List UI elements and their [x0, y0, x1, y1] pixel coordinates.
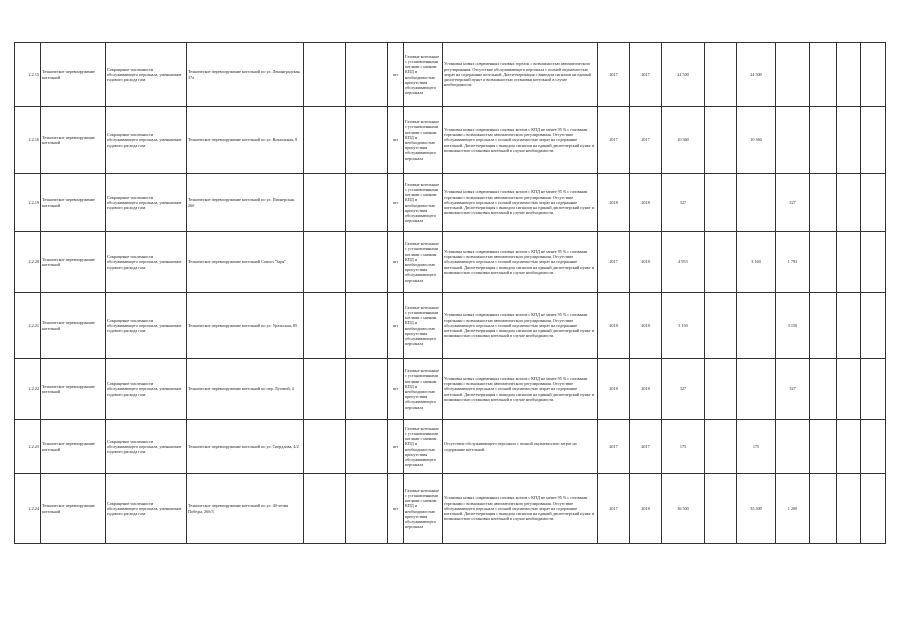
measure-name: Техническое перевооружение котельной: [41, 107, 106, 174]
table-row: [15, 107, 886, 174]
empty-cell: [346, 43, 388, 107]
empty-cell: [861, 43, 886, 107]
end-year: 2018: [630, 174, 662, 232]
empty-cell: [304, 420, 346, 474]
equipment-description: Газовые котельные с установленными котлами с низким КПД и необходимостью присутствия обслуживающего персонала: [404, 359, 443, 420]
end-year: 2018: [630, 474, 662, 544]
empty-cell: [304, 43, 346, 107]
row-number: 2.2.19: [15, 174, 41, 232]
measure-description: Отсутствие обслуживающего персонала с полной окупаемостью затрат на содержание котельной.: [443, 420, 598, 474]
empty-cell: [810, 174, 837, 232]
empty-cell: [837, 43, 861, 107]
empty-cell: [837, 232, 861, 293]
total-cost: 3 150: [662, 293, 705, 359]
empty-cell: [304, 232, 346, 293]
cost-2017: 175: [737, 420, 776, 474]
equipment-description: Газовые котельные с установленными котлами с низким КПД и необходимостью присутствия обслуживающего персонала: [404, 420, 443, 474]
measure-description: Установка новых современных газовых котлов с КПД не менее 95 % с газовыми горелками с возможностью автоматического регулирования. Отсутствие обслуживающего персонала с полной окупаемостью затрат на содержание котельной. Диспетчеризация с выводом сигналов на единый диспетчерский пункт и возможностью остановки котельной в случае необходимости.: [443, 474, 598, 544]
cost-2016: [705, 174, 737, 232]
measure-goal: Сокращение численности обслуживающего персонала, уменьшение годового расхода газа: [106, 43, 187, 107]
row-number: 2.2.16: [15, 107, 41, 174]
equipment-description: Газовые котельные с установленными котлами с низким КПД и необходимостью присутствия обслуживающего персонала: [404, 107, 443, 174]
object-name: Техническое перевооружение котельной по ул. Свердлова, 4/2: [187, 420, 304, 474]
table-row: [15, 359, 886, 420]
measure-description: Установка новых современных газовых котлов с КПД не менее 95 % с газовыми горелками с возможностью автоматического регулирования. Отсутствие обслуживающего персонала с полной окупаемостью затрат на содержание котельной. Диспетчеризация с выводом сигналов на единый диспетчерский пункт и возможностью остановки котельной в случае необходимости.: [443, 232, 598, 293]
object-name: Техническое перевооружение котельной по пер. Луговой, 4: [187, 359, 304, 420]
empty-cell: [346, 174, 388, 232]
total-cost: 327: [662, 174, 705, 232]
empty-cell: [346, 107, 388, 174]
empty-cell: [861, 293, 886, 359]
empty-cell: [810, 43, 837, 107]
measure-name: Техническое перевооружение котельной: [41, 293, 106, 359]
row-number: 2.2.23: [15, 420, 41, 474]
start-year: 2017: [598, 43, 630, 107]
row-number: 2.2.20: [15, 232, 41, 293]
empty-cell: [304, 359, 346, 420]
row-number: 2.2.21: [15, 293, 41, 359]
cost-2016: [705, 293, 737, 359]
cost-2018: [776, 420, 810, 474]
end-year: 2018: [630, 232, 662, 293]
measure-description: Установка новых современных газовых горелок с возможностью автоматического регулирования. Отсутствие обслуживающего персонала с полной окупаемостью затрат на содержание котельной. Диспетчеризация с выводом сигналов на единый диспетчерский пункт и возможностью остановки котельной в случае необходимости.: [443, 43, 598, 107]
cost-2017: 10 360: [737, 107, 776, 174]
cost-2017: 24 500: [737, 43, 776, 107]
cost-2018: 3 150: [776, 293, 810, 359]
row-number: 2.2.24: [15, 474, 41, 544]
unit-cell: шт: [388, 174, 404, 232]
end-year: 2017: [630, 107, 662, 174]
empty-cell: [304, 293, 346, 359]
measure-goal: Сокращение численности обслуживающего персонала, уменьшение годового расхода газа: [106, 107, 187, 174]
measure-name: Техническое перевооружение котельной: [41, 174, 106, 232]
measure-goal: Сокращение численности обслуживающего персонала, уменьшение годового расхода газа: [106, 232, 187, 293]
equipment-description: Газовые котельные с установленными котлами с низким КПД и необходимостью присутствия обслуживающего персонала: [404, 293, 443, 359]
unit-cell: шт: [388, 232, 404, 293]
measure-name: Техническое перевооружение котельной: [41, 232, 106, 293]
equipment-description: Газовые котельные с установленными котлами с низким КПД и необходимостью присутствия обслуживающего персонала: [404, 232, 443, 293]
total-cost: 175: [662, 420, 705, 474]
start-year: 2018: [598, 359, 630, 420]
empty-cell: [837, 359, 861, 420]
empty-cell: [304, 174, 346, 232]
cost-2016: [705, 420, 737, 474]
start-year: 2018: [598, 174, 630, 232]
measure-name: Техническое перевооружение котельной: [41, 474, 106, 544]
row-number: 2.2.15: [15, 43, 41, 107]
object-name: Техническое перевооружение котельной Совхоз "Заря": [187, 232, 304, 293]
row-number: 2.2.22: [15, 359, 41, 420]
empty-cell: [837, 174, 861, 232]
empty-cell: [837, 293, 861, 359]
measure-goal: Сокращение численности обслуживающего персонала, уменьшение годового расхода газа: [106, 359, 187, 420]
empty-cell: [837, 474, 861, 544]
empty-cell: [304, 474, 346, 544]
object-name: Техническое перевооружение котельной по ул. Ленинградская, 37а: [187, 43, 304, 107]
measure-name: Техническое перевооружение котельной: [41, 43, 106, 107]
unit-cell: шт: [388, 474, 404, 544]
empty-cell: [810, 232, 837, 293]
cost-2016: [705, 43, 737, 107]
empty-cell: [861, 107, 886, 174]
empty-cell: [810, 420, 837, 474]
empty-cell: [810, 359, 837, 420]
equipment-description: Газовые котельные с установленными котлами с низким КПД и необходимостью присутствия обслуживающего персонала: [404, 43, 443, 107]
measure-name: Техническое перевооружение котельной: [41, 420, 106, 474]
table-row: [15, 293, 886, 359]
unit-cell: шт: [388, 420, 404, 474]
cost-2016: [705, 474, 737, 544]
empty-cell: [346, 232, 388, 293]
measure-description: Установка новых современных газовых котлов с КПД не менее 95 % с газовыми горелками с возможностью автоматического регулирования. Отсутствие обслуживающего персонала с полной окупаемостью затрат на содержание котельной. Диспетчеризация с выводом сигналов на единый диспетчерский пункт и возможностью остановки котельной в случае необходимости.: [443, 107, 598, 174]
unit-cell: шт: [388, 359, 404, 420]
measure-description: Установка новых современных газовых котлов с КПД не менее 95 % с газовыми горелками с возможностью автоматического регулирования. Отсутствие обслуживающего персонала с полной окупаемостью затрат на содержание котельной. Диспетчеризация с выводом сигналов на единый диспетчерский пункт и возможностью остановки котельной в случае необходимости.: [443, 174, 598, 232]
empty-cell: [304, 107, 346, 174]
table-row: [15, 474, 886, 544]
empty-cell: [861, 232, 886, 293]
total-cost: 327: [662, 359, 705, 420]
cost-2018: [776, 107, 810, 174]
cost-2017: [737, 174, 776, 232]
measure-description: Установка новых современных газовых котлов с КПД не менее 95 % с газовыми горелками с возможностью автоматического регулирования. Отсутствие обслуживающего персонала с полной окупаемостью затрат на содержание котельной. Диспетчеризация с выводом сигналов на единый диспетчерский пункт и возможностью остановки котельной в случае необходимости.: [443, 359, 598, 420]
end-year: 2017: [630, 43, 662, 107]
measure-goal: Сокращение численности обслуживающего персонала, уменьшение годового расхода газа: [106, 174, 187, 232]
object-name: Техническое перевооружение котельной по ул. Пионерская, 26б: [187, 174, 304, 232]
start-year: 2017: [598, 474, 630, 544]
total-cost: 10 360: [662, 107, 705, 174]
table-row: [15, 43, 886, 107]
empty-cell: [837, 107, 861, 174]
cost-2017: 3 160: [737, 232, 776, 293]
cost-2016: [705, 359, 737, 420]
table-row: [15, 232, 886, 293]
measure-goal: Сокращение численности обслуживающего персонала, уменьшение годового расхода газа: [106, 474, 187, 544]
unit-cell: шт: [388, 293, 404, 359]
cost-2017: 35 300: [737, 474, 776, 544]
empty-cell: [810, 474, 837, 544]
empty-cell: [346, 293, 388, 359]
empty-cell: [861, 359, 886, 420]
empty-cell: [861, 420, 886, 474]
start-year: 2018: [598, 293, 630, 359]
start-year: 2017: [598, 107, 630, 174]
cost-2018: 327: [776, 359, 810, 420]
measure-name: Техническое перевооружение котельной: [41, 359, 106, 420]
cost-2018: [776, 43, 810, 107]
empty-cell: [810, 293, 837, 359]
measure-goal: Сокращение численности обслуживающего персонала, уменьшение годового расхода газа: [106, 293, 187, 359]
cost-2018: 1 793: [776, 232, 810, 293]
equipment-description: Газовые котельные с установленными котлами с низким КПД и необходимостью присутствия обслуживающего персонала: [404, 474, 443, 544]
unit-cell: шт: [388, 43, 404, 107]
cost-2016: [705, 107, 737, 174]
end-year: 2018: [630, 359, 662, 420]
cost-2018: 327: [776, 174, 810, 232]
measure-description: Установка новых современных газовых котлов с КПД не менее 95 % с газовыми горелками с возможностью автоматического регулирования. Отсутствие обслуживающего персонала с полной окупаемостью затрат на содержание котельной. Диспетчеризация с выводом сигналов на единый диспетчерский пункт и возможностью остановки котельной в случае необходимости.: [443, 293, 598, 359]
start-year: 2017: [598, 232, 630, 293]
empty-cell: [861, 174, 886, 232]
total-cost: 24 500: [662, 43, 705, 107]
total-cost: 36 500: [662, 474, 705, 544]
end-year: 2018: [630, 293, 662, 359]
unit-cell: шт: [388, 107, 404, 174]
table-row: [15, 420, 886, 474]
cost-2017: [737, 359, 776, 420]
object-name: Техническое перевооружение котельной по ул. 40-летия Победы, 26б/3: [187, 474, 304, 544]
empty-cell: [346, 474, 388, 544]
object-name: Техническое перевооружение котельной по ул. Уральская, 85: [187, 293, 304, 359]
total-cost: 4 953: [662, 232, 705, 293]
measure-goal: Сокращение численности обслуживающего персонала, уменьшение годового расхода газа: [106, 420, 187, 474]
end-year: 2017: [630, 420, 662, 474]
empty-cell: [837, 420, 861, 474]
empty-cell: [346, 359, 388, 420]
cost-2016: [705, 232, 737, 293]
cost-2018: 1 200: [776, 474, 810, 544]
object-name: Техническое перевооружение котельной по ул. Вокзальная, 8: [187, 107, 304, 174]
investment-program-table: [14, 42, 886, 544]
empty-cell: [861, 474, 886, 544]
equipment-description: Газовые котельные с установленными котлами с низким КПД и необходимостью присутствия обслуживающего персонала: [404, 174, 443, 232]
start-year: 2017: [598, 420, 630, 474]
empty-cell: [810, 107, 837, 174]
table-row: [15, 174, 886, 232]
cost-2017: [737, 293, 776, 359]
empty-cell: [346, 420, 388, 474]
